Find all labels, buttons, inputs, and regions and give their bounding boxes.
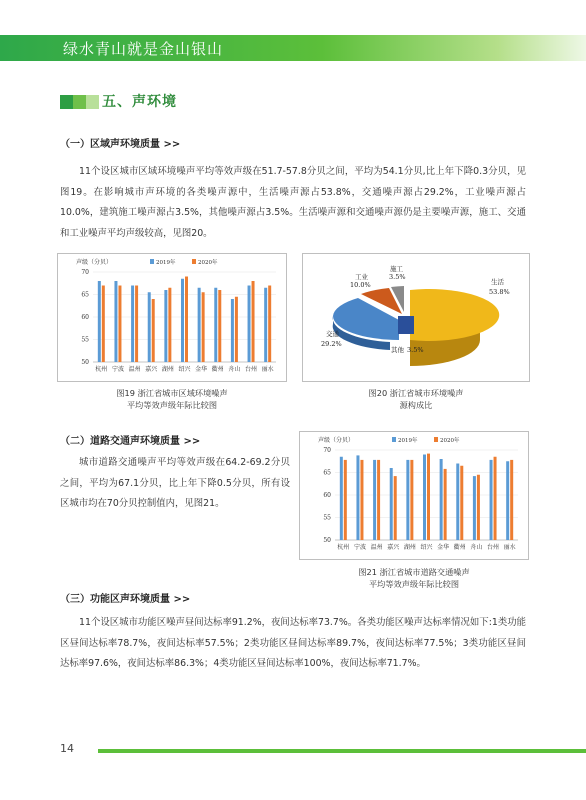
pie-slice-生活 [410,289,499,341]
pie-chart-svg [303,254,529,381]
x-tick-label: 金华 [195,366,208,373]
page-number: 14 [60,742,74,755]
caption-line: 图19 浙江省城市区域环境噪声 [116,388,228,398]
bar [477,475,480,540]
y-tick-label: 60 [323,492,331,499]
pie-label-name: 交通 [326,330,339,338]
x-tick-label: 舟山 [470,544,483,551]
figure-20-caption [302,387,530,411]
bar [181,279,184,362]
x-tick-label: 嘉兴 [387,544,400,551]
bar [340,457,343,540]
pie-label-name: 工业 [355,273,368,281]
bar [427,454,430,540]
x-tick-label: 宁波 [353,544,366,551]
x-tick-label: 杭州 [95,366,108,373]
subsection-title: （三）功能区声环境质量 >> [60,594,191,605]
paragraph-3: 11个设区城市功能区噪声昼间达标率91.2%，夜间达标率73.7%。各类功能区噪声达标率情况如下:1类功能区昼间达标率78.7%，夜间达标率57.5%；2类功能区昼间达标率89.7%，夜间达标率77.5%；3类功能区昼间达标率97.6%，夜间达标率86.3%；4类功能区昼间达标率100%，夜间达标率71.7%。 [60,617,526,669]
legend-swatch [192,259,196,264]
legend-swatch [392,437,396,442]
bar [264,288,267,362]
x-tick-label: 金华 [437,544,450,551]
bar [406,460,409,540]
x-tick-label: 衢州 [211,366,224,373]
bar [394,476,397,540]
legend-label: 2020年 [440,438,460,444]
bar [344,460,347,540]
bar [152,299,155,362]
y-tick-label: 50 [81,359,89,366]
bar [252,281,255,362]
pie-label-value: 3.5% [407,346,424,354]
x-tick-label: 丽水 [503,544,516,551]
pie-label-name: 其他 [391,346,404,354]
bar [168,288,171,362]
header-title: 绿水青山就是金山银山 [63,40,224,58]
bar [102,286,105,363]
bar [510,460,513,540]
bar [248,286,251,363]
bar [490,460,493,540]
y-tick-label: 55 [323,514,331,522]
section-marker-square [60,95,73,109]
bar [202,292,205,362]
x-tick-label: 舟山 [228,366,241,373]
bar [214,288,217,362]
bar [185,277,188,363]
bar [164,290,167,362]
x-tick-label: 台州 [245,366,258,373]
bar [473,476,476,540]
y-tick-label: 70 [81,269,89,276]
pie-label-name: 施工 [390,265,403,273]
bar [218,290,221,362]
paragraph-2: 城市道路交通噪声平均等效声级在64.2-69.2分贝之间，平均为67.1分贝，比上年下降0.5分贝，所有设区城市均在70分贝控制值内，见图21。 [60,457,290,509]
caption-line: 平均等效声级年际比较图 [368,579,460,589]
bar [198,288,201,362]
bar [377,460,380,540]
section-title: 五、声环境 [102,94,177,110]
figure-21-chart [299,431,529,560]
section-marker-square [86,95,99,109]
bar [135,286,138,363]
header-banner [0,35,586,61]
subsection-title: （一）区域声环境质量 >> [60,139,181,150]
caption-line: 图21 浙江省城市道路交通噪声 [358,567,470,577]
bar [360,460,363,540]
figure-21-caption [299,566,529,590]
y-tick-label: 70 [323,447,331,454]
pie-slice-其他 [398,316,414,334]
x-tick-label: 湖州 [161,366,174,373]
y-tick-label: 50 [323,537,331,544]
y-axis-label: 声级（分贝） [76,259,113,266]
bar [410,460,413,540]
footer-rule [98,749,586,753]
bar [460,466,463,540]
caption-line: 图20 浙江省城市环境噪声 [368,388,464,398]
bar [231,299,234,362]
figure-20-chart [302,253,530,382]
legend-swatch [434,437,438,442]
bar [423,455,426,541]
x-tick-label: 杭州 [337,544,350,551]
x-tick-label: 温州 [370,544,383,551]
y-tick-label: 60 [81,314,89,321]
y-tick-label: 55 [81,336,89,344]
pie-label-value: 3.5% [389,273,406,281]
section-marker-square [73,95,86,109]
x-tick-label: 嘉兴 [145,366,158,373]
bar-chart-svg [58,254,286,381]
x-tick-label: 温州 [128,366,141,373]
legend-label: 2019年 [398,438,418,444]
bar [444,469,447,540]
legend-label: 2019年 [156,260,176,266]
bar [131,286,134,363]
bar [373,460,376,540]
bar [506,461,509,540]
caption-line: 源构成比 [399,400,433,410]
bar [494,457,497,540]
bar [98,281,101,362]
legend-swatch [150,259,154,264]
bar [235,297,238,362]
x-tick-label: 绍兴 [420,544,433,551]
bar [356,455,359,540]
x-tick-label: 绍兴 [178,366,191,373]
subsection-title: （二）道路交通声环境质量 >> [60,436,201,447]
x-tick-label: 宁波 [111,366,124,373]
legend-label: 2020年 [198,260,218,266]
x-tick-label: 衢州 [453,544,466,551]
x-tick-label: 丽水 [261,366,274,373]
x-tick-label: 湖州 [403,544,416,551]
pie-label-value: 10.0% [350,281,371,289]
bar [148,292,151,362]
pie-label-value: 53.8% [489,288,510,296]
bar [114,281,117,362]
bar [440,459,443,540]
bar [268,286,271,363]
bar-chart-svg [300,432,528,559]
paragraph-1: 11个设区城市区域环境噪声平均等效声级在51.7-57.8分贝之间，平均为54.1分贝,比上年下降0.3分贝，见图19。在影响城市声环境的各类噪声源中，生活噪声源占53.8%，交通噪声源占29.2%，工业噪声源占10.0%，建筑施工噪声源占3.5%，其他噪声源占3.5%。生活噪声源和交通噪声源仍是主要噪声源，施工、交通和工业噪声平均声级较高，见图20。 [60,166,526,239]
caption-line: 平均等效声级年际比较图 [126,400,218,410]
bar [390,468,393,540]
y-axis-label: 声级（分贝） [318,437,355,444]
pie-label-name: 生活 [491,278,504,286]
figure-19-caption [57,387,287,411]
bar [118,286,121,363]
y-tick-label: 65 [81,291,89,299]
bar [456,464,459,541]
figure-19-chart [57,253,287,382]
pie-label-value: 29.2% [321,340,342,348]
y-tick-label: 65 [323,469,331,477]
x-tick-label: 台州 [487,544,500,551]
